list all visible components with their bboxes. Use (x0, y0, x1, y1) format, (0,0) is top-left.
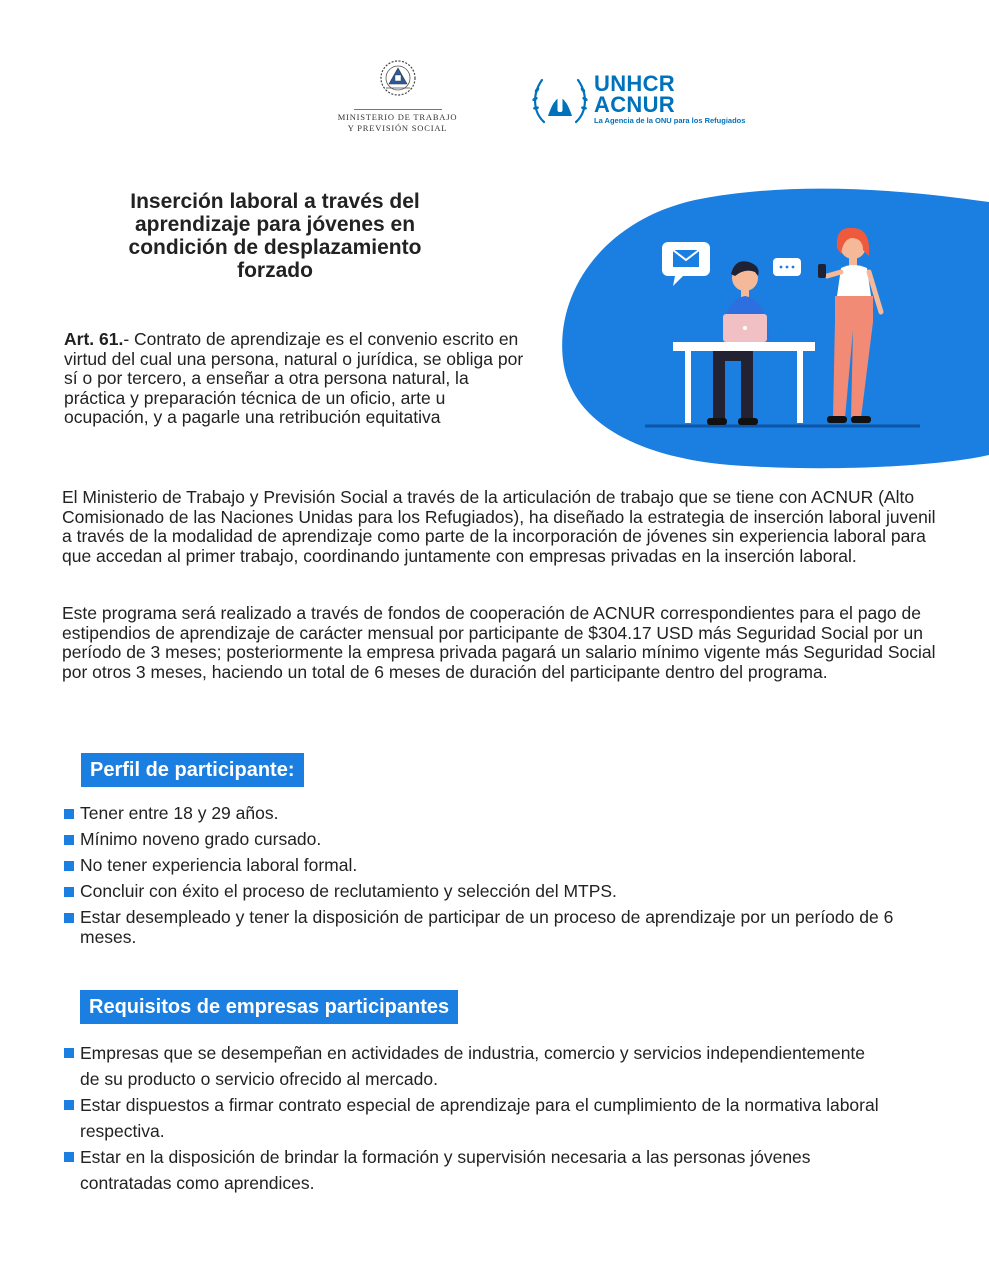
bullet-square-icon (64, 1152, 74, 1162)
list-item: No tener experiencia laboral formal. (63, 855, 943, 875)
list-item: Tener entre 18 y 29 años. (63, 803, 943, 823)
laptop-icon (723, 314, 767, 342)
bullet-square-icon (64, 1100, 74, 1110)
list-item: Mínimo noveno grado cursado. (63, 829, 943, 849)
intro-paragraph: El Ministerio de Trabajo y Previsión Social a través de la articulación de trabajo que se tiene con ACNUR (Alto Comisionado de las Naciones Unidas para los Refugiados), ha diseñado la estrategia de inserción laboral juvenil a través de la modalidad de aprendizaje como parte de la incorporación de jóvenes sin experiencia laboral para que accedan al primer trabajo, coordinando juntamente con empresas privadas en la inserción laboral. (62, 487, 936, 566)
ministry-name-line2: Y PREVISIÓN SOCIAL (347, 123, 448, 133)
bullet-square-icon (64, 1048, 74, 1058)
requisitos-heading: Requisitos de empresas participantes (80, 990, 458, 1024)
bullet-square-icon (64, 887, 74, 897)
acnur-wordmark: ACNUR (594, 92, 675, 117)
unhcr-family-laurel-icon (530, 72, 590, 128)
unhcr-logo (530, 72, 770, 132)
unhcr-wordmark: UNHCR (594, 71, 675, 96)
list-item: Estar dispuestos a firmar contrato especial de aprendizaje para el cumplimiento de la normativa laboral respectiva. (63, 1092, 883, 1144)
workspace-illustration (545, 180, 989, 470)
bullet-square-icon (64, 913, 74, 923)
article-61 (64, 330, 534, 428)
list-item: Empresas que se desempeñan en actividades de industria, comercio y servicios independientemente de su producto o servicio ofrecido al mercado. (63, 1040, 883, 1092)
bullet-square-icon (64, 809, 74, 819)
ministry-name-line1: MINISTERIO DE TRABAJO (337, 112, 458, 122)
list-item: Concluir con éxito el proceso de reclutamiento y selección del MTPS. (63, 881, 943, 901)
requisitos-list (63, 1040, 883, 1196)
article-label: Art. 61. (64, 329, 124, 349)
chat-bubble-icon (773, 258, 801, 276)
ministry-logo (330, 58, 465, 134)
ministry-divider (354, 109, 442, 110)
list-item: Estar desempleado y tener la disposición de participar de un proceso de aprendizaje por un período de 6 meses. (63, 907, 943, 947)
bullet-square-icon (64, 835, 74, 845)
unhcr-tagline: La Agencia de la ONU para los Refugiados (594, 116, 746, 125)
article-text: - Contrato de aprendizaje es el convenio escrito en virtud del cual una persona, natural o jurídica, se obliga por sí o por tercero, a enseñar a otra persona natural, la práctica y preparación técnica de un oficio, arte u ocupación, y a pagarle una retribución equitativa (64, 329, 524, 427)
perfil-list (63, 803, 943, 953)
bullet-square-icon (64, 861, 74, 871)
list-item: Estar en la disposición de brindar la formación y supervisión necesaria a las personas jóvenes contratadas como aprendices. (63, 1144, 883, 1196)
perfil-heading: Perfil de participante: (81, 753, 304, 787)
desk (673, 342, 815, 351)
el-salvador-coat-of-arms-icon (378, 58, 418, 98)
page-title: Inserción laboral a través del aprendizaje para jóvenes en condición de desplazamiento forzado (128, 190, 422, 282)
funding-paragraph: Este programa será realizado a través de fondos de cooperación de ACNUR correspondientes para el pago de estipendios de aprendizaje de carácter mensual por participante de $304.17 USD más Seguridad Social por un período de 3 meses; posteriormente la empresa privada pagará un salario mínimo vigente más Seguridad Social por otros 3 meses, haciendo un total de 6 meses de duración del participante dentro del programa. (62, 603, 936, 682)
